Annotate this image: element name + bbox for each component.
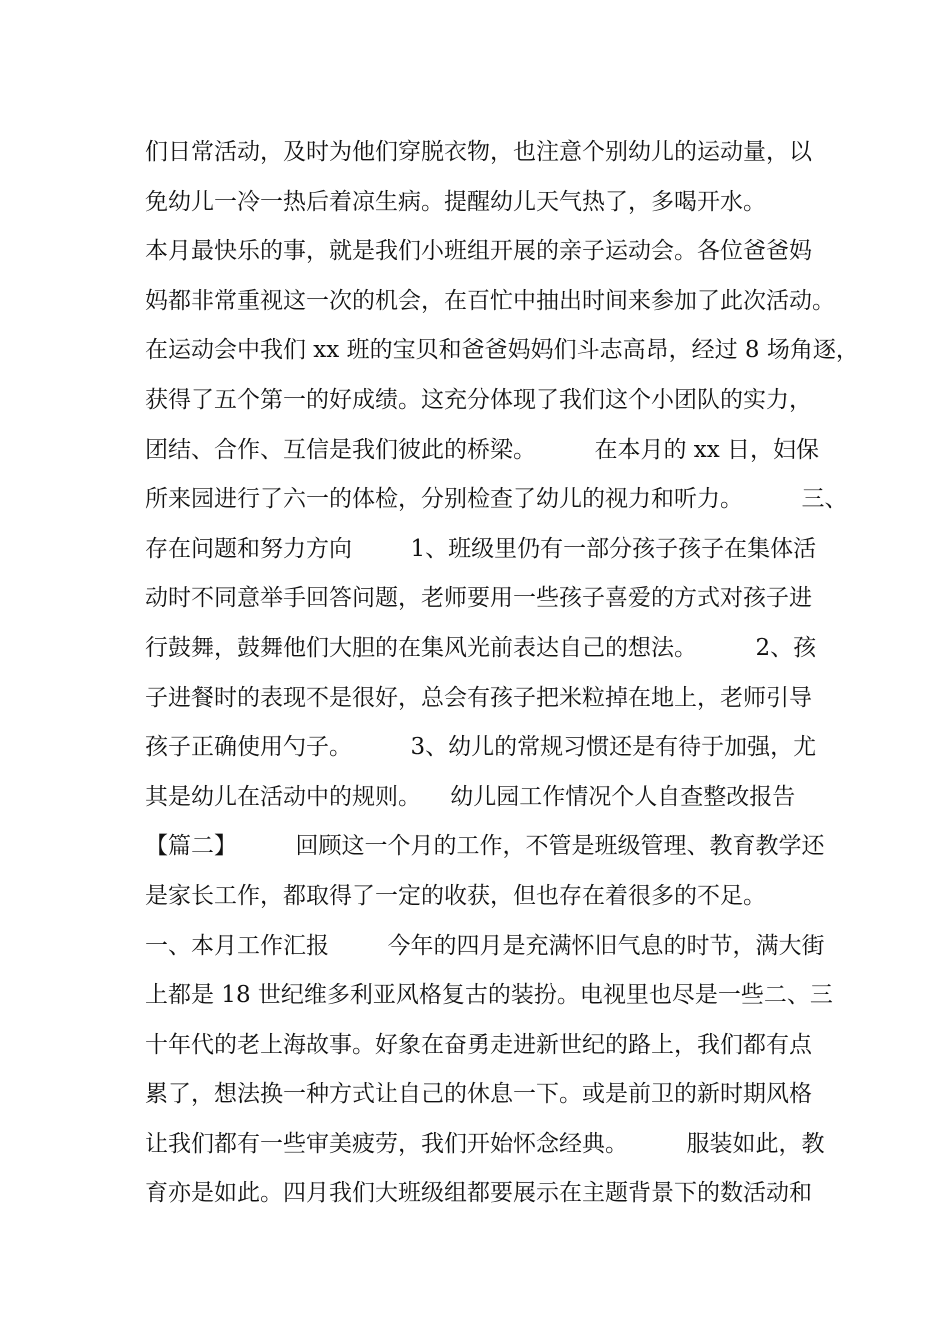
text-line: 免幼儿一冷一热后着凉生病。提醒幼儿天气热了，多喝开水。 [145, 188, 766, 215]
text-line: 所来园进行了六一的体检，分别检查了幼儿的视力和听力。 三、 [145, 486, 848, 513]
text-line: 在运动会中我们 xx 班的宝贝和爸爸妈妈们斗志高昂，经过 8 场角逐， [145, 337, 859, 364]
text-line: 本月最快乐的事，就是我们小班组开展的亲子运动会。各位爸爸妈 [145, 238, 812, 265]
text-line: 一、本月工作汇报 今年的四月是充满怀旧气息的时节，满大街 [145, 932, 825, 959]
text-line: 【篇二】 回顾这一个月的工作，不管是班级管理、教育教学还 [145, 833, 825, 860]
text-line: 们日常活动，及时为他们穿脱衣物，也注意个别幼儿的运动量，以 [145, 139, 812, 165]
text-line: 子进餐时的表现不是很好，总会有孩子把米粒掉在地上，老师引导 [145, 684, 812, 711]
text-line: 获得了五个第一的好成绩。这充分体现了我们这个小团队的实力， [145, 386, 812, 413]
text-line: 动时不同意举手回答问题，老师要用一些孩子喜爱的方式对孩子进 [145, 585, 812, 612]
text-line: 其是幼儿在活动中的规则。 幼儿园工作情况个人自查整改报告 [145, 783, 796, 810]
text-line: 是家长工作，都取得了一定的收获，但也存在着很多的不足。 [145, 882, 766, 909]
text-line: 上都是 18 世纪维多利亚风格复古的装扮。电视里也尽是一些二、三 [145, 982, 833, 1009]
text-line: 团结、合作、互信是我们彼此的桥梁。 在本月的 xx 日，妇保 [145, 436, 820, 463]
text-line: 孩子正确使用勺子。 3、幼儿的常规习惯还是有待于加强，尤 [145, 734, 817, 761]
text-line: 让我们都有一些审美疲劳，我们开始怀念经典。 服装如此，教 [145, 1130, 825, 1157]
text-line: 行鼓舞，鼓舞他们大胆的在集风光前表达自己的想法。 2、孩 [145, 634, 817, 661]
text-line: 十年代的老上海故事。好象在奋勇走进新世纪的路上，我们都有点 [145, 1031, 812, 1058]
text-line: 育亦是如此。四月我们大班级组都要展示在主题背景下的数活动和 [145, 1180, 812, 1207]
body-text [145, 128, 859, 1219]
text-line: 存在问题和努力方向 1、班级里仍有一部分孩子孩子在集体活 [145, 535, 817, 562]
text-line: 累了，想法换一种方式让自己的休息一下。或是前卫的新时期风格 [145, 1081, 812, 1108]
text-line: 妈都非常重视这一次的机会，在百忙中抽出时间来参加了此次活动。 [145, 287, 835, 314]
